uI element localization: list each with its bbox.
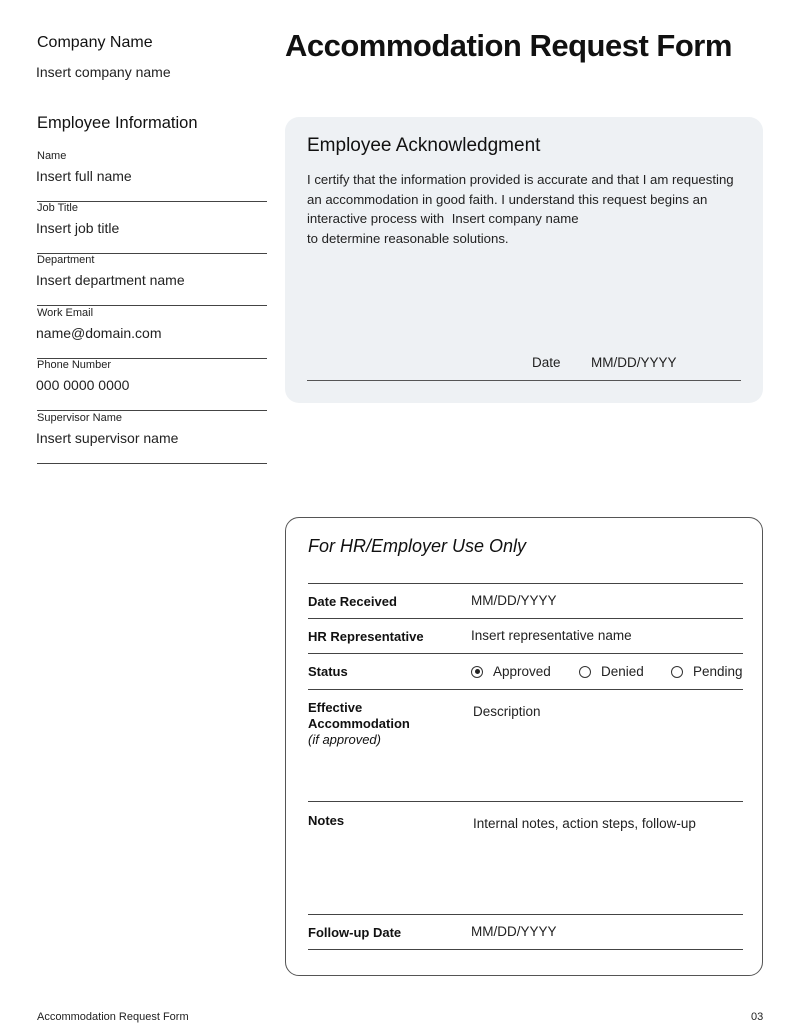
- work-email-input[interactable]: name@domain.com: [36, 325, 162, 341]
- employee-information-heading: Employee Information: [37, 114, 198, 132]
- acknowledgment-body-end: to determine reasonable solutions.: [307, 231, 509, 247]
- radio-empty-icon: [671, 666, 683, 678]
- supervisor-name-input[interactable]: Insert supervisor name: [36, 430, 179, 446]
- radio-selected-icon: [471, 666, 483, 678]
- date-received-input[interactable]: MM/DD/YYYY: [471, 593, 557, 608]
- acknowledgment-company-input[interactable]: Insert company name: [451, 211, 579, 227]
- job-title-field[interactable]: [37, 202, 267, 254]
- effective-accommodation-label-line1: Effective: [308, 700, 363, 715]
- divider: [308, 914, 743, 915]
- follow-up-date-label: Follow-up Date: [308, 925, 402, 940]
- name-label: Name: [37, 150, 67, 162]
- status-approved-radio[interactable]: [471, 664, 551, 679]
- hr-representative-input[interactable]: Insert representative name: [471, 628, 632, 643]
- notes-input[interactable]: Internal notes, action steps, follow-up: [473, 816, 696, 831]
- job-title-input[interactable]: Insert job title: [36, 220, 120, 236]
- supervisor-name-label: Supervisor Name: [37, 412, 122, 424]
- page-title: Accommodation Request Form: [285, 28, 732, 63]
- department-field[interactable]: [37, 254, 267, 306]
- hr-section-title: For HR/Employer Use Only: [308, 536, 527, 556]
- company-name-input[interactable]: Insert company name: [36, 64, 171, 80]
- status-label: Status: [308, 664, 348, 679]
- phone-number-label: Phone Number: [37, 359, 111, 371]
- divider: [308, 618, 743, 619]
- page-number: 03: [751, 1011, 764, 1023]
- department-label: Department: [37, 254, 95, 266]
- status-denied-label: Denied: [601, 664, 644, 679]
- department-input[interactable]: Insert department name: [36, 272, 185, 288]
- hr-representative-label: HR Representative: [308, 629, 424, 644]
- acknowledgment-body-start: I certify that the information provided is accurate and that I am requesting an accommodation in good faith. I understand this request begins an interactive process with: [307, 172, 734, 227]
- effective-accommodation-input[interactable]: Description: [473, 704, 541, 719]
- status-pending-radio[interactable]: [671, 664, 743, 679]
- employee-acknowledgment-card: [285, 117, 763, 403]
- follow-up-date-input[interactable]: MM/DD/YYYY: [471, 924, 557, 939]
- footer-document-title: Accommodation Request Form: [37, 1011, 189, 1023]
- hr-use-only-card: [285, 517, 763, 976]
- divider: [308, 583, 743, 584]
- work-email-label: Work Email: [37, 307, 94, 319]
- supervisor-name-field[interactable]: [37, 412, 267, 464]
- notes-label: Notes: [308, 813, 345, 828]
- divider: [308, 801, 743, 802]
- acknowledgment-date-input[interactable]: MM/DD/YYYY: [591, 355, 677, 370]
- acknowledgment-text: [307, 170, 747, 249]
- effective-accommodation-label: [308, 700, 410, 748]
- signature-line: [307, 380, 741, 381]
- company-name-label: Company Name: [37, 34, 153, 51]
- status-denied-radio[interactable]: [579, 664, 644, 679]
- name-input[interactable]: Insert full name: [36, 168, 132, 184]
- effective-accommodation-label-sub: (if approved): [308, 732, 381, 747]
- phone-number-input[interactable]: 000 0000 0000: [36, 377, 130, 393]
- divider: [308, 689, 743, 690]
- status-pending-label: Pending: [693, 664, 743, 679]
- name-field[interactable]: [37, 150, 267, 202]
- divider: [308, 653, 743, 654]
- job-title-label: Job Title: [37, 202, 78, 214]
- status-approved-label: Approved: [493, 664, 551, 679]
- date-received-label: Date Received: [308, 594, 397, 609]
- phone-number-field[interactable]: [37, 359, 267, 411]
- work-email-field[interactable]: [37, 307, 267, 359]
- divider: [308, 949, 743, 950]
- radio-empty-icon: [579, 666, 591, 678]
- acknowledgment-date-label: Date: [532, 355, 561, 370]
- effective-accommodation-label-line2: Accommodation: [308, 716, 410, 731]
- acknowledgment-title: Employee Acknowledgment: [307, 135, 541, 156]
